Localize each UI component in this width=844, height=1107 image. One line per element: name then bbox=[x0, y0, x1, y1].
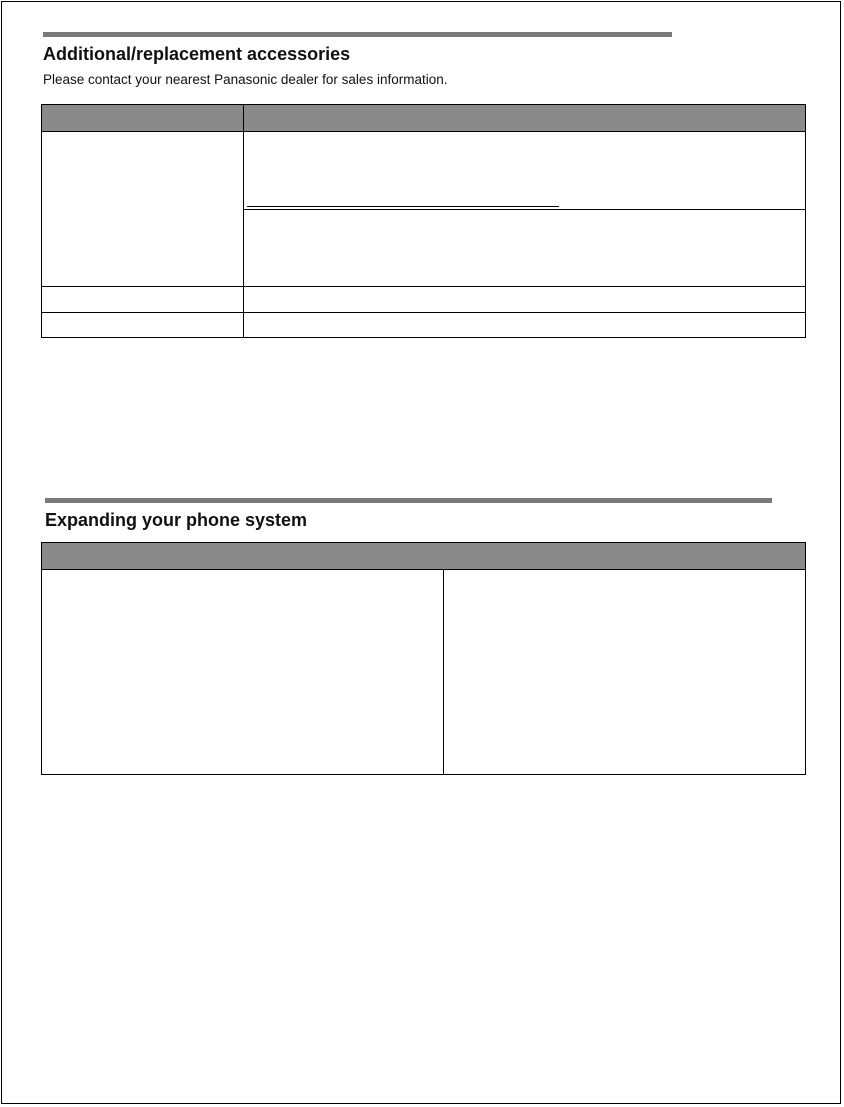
accessories-item-cell bbox=[42, 313, 244, 338]
accessories-item-cell bbox=[42, 287, 244, 313]
expanding-right-cell bbox=[444, 570, 806, 775]
table-row bbox=[42, 570, 806, 775]
accessories-sales-note: Please contact your nearest Panasonic dealer for sales information. bbox=[43, 72, 448, 87]
expanding-left-cell bbox=[42, 570, 444, 775]
table-row bbox=[42, 132, 806, 210]
accessories-table-header-row bbox=[42, 105, 806, 132]
expanding-table-header-row bbox=[42, 543, 806, 570]
accessories-table bbox=[41, 104, 806, 338]
accessories-detail-cell bbox=[244, 287, 806, 313]
accessories-header-cell-item bbox=[42, 105, 244, 132]
expanding-table bbox=[41, 542, 806, 775]
accessories-detail-underline bbox=[247, 206, 559, 207]
accessories-detail-cell bbox=[244, 132, 806, 210]
accessories-section-title: Additional/replacement accessories bbox=[43, 44, 351, 64]
expanding-section-rule bbox=[45, 498, 772, 503]
expanding-header-cell bbox=[42, 543, 806, 570]
accessories-detail-cell bbox=[244, 210, 806, 287]
accessories-detail-cell bbox=[244, 313, 806, 338]
accessories-header-cell-details bbox=[244, 105, 806, 132]
table-row bbox=[42, 287, 806, 313]
accessories-item-cell bbox=[42, 132, 244, 287]
expanding-section-title: Expanding your phone system bbox=[45, 510, 308, 530]
table-row bbox=[42, 313, 806, 338]
accessories-section-rule bbox=[43, 32, 672, 37]
